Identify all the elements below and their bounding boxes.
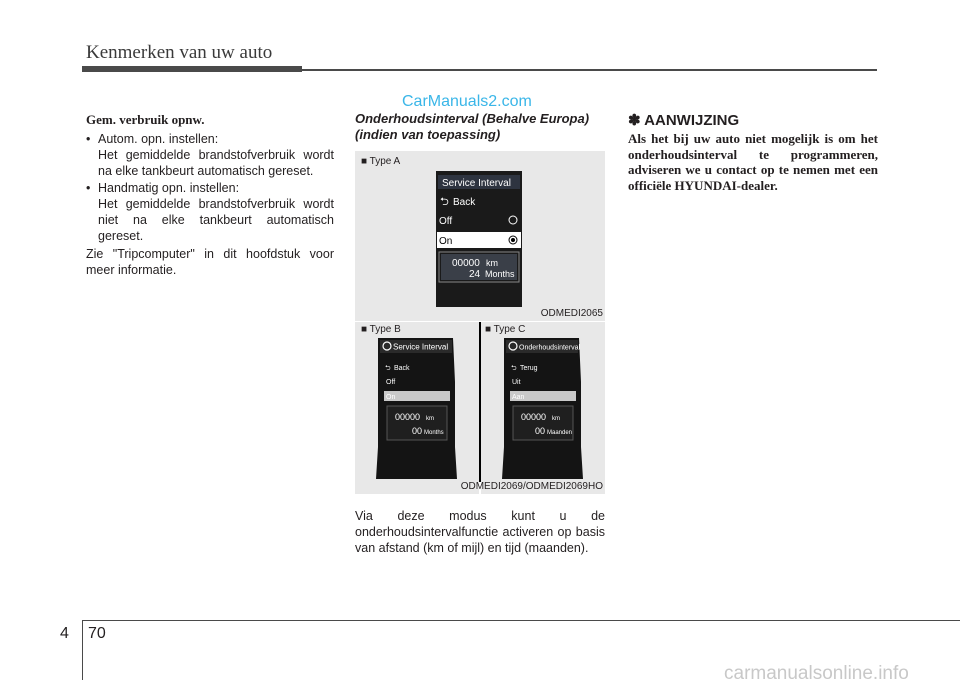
panel-type-a — [355, 151, 605, 321]
type-c-km-value: 00000 — [521, 412, 547, 422]
bullet-description: Het gemiddelde brandstofverbruik wordt niet na elke tankbeurt automatisch gereset. — [98, 197, 334, 243]
bullet-item-auto-reset — [86, 131, 334, 147]
type-b-on-label: On — [386, 394, 396, 401]
section-heading-avg-consumption: Gem. verbruik opnw. — [86, 112, 205, 127]
type-c-km-unit: km — [552, 416, 560, 422]
type-b-km-unit: km — [426, 416, 434, 422]
type-a-months-unit: Months — [485, 269, 515, 279]
bullet-description: Het gemiddelde brandstofverbruik wordt na elke tankbeurt automatisch gereset. — [98, 148, 334, 178]
service-interval-figure — [355, 151, 605, 494]
type-b-km-value: 00000 — [395, 412, 421, 422]
type-b-off-label: Off — [386, 379, 396, 386]
type-a-off-label: Off — [439, 216, 453, 227]
header-rule-thick — [82, 66, 302, 72]
back-arrow-icon: ⮌ — [385, 365, 391, 372]
type-c-on-label: Aan — [512, 394, 525, 401]
type-c-back-label: Terug — [520, 365, 538, 372]
note-heading: ✽ AANWIJZING — [628, 112, 740, 129]
type-a-km-value: 00000 — [452, 258, 480, 269]
back-arrow-icon: ⮌ — [511, 365, 517, 372]
type-c-months-unit: Maanden — [547, 430, 573, 436]
column-1 — [86, 112, 334, 278]
page-number: 70 — [88, 625, 106, 642]
figure-code-bc: ODMEDI2069/ODMEDI2069HO — [460, 481, 603, 492]
service-interval-description: Via deze modus kunt u de onderhoudsintervalfunctie activeren op basis van afstand (km of mijl) en tijd (maanden). — [355, 509, 605, 555]
watermark-top[interactable]: CarManuals2.com — [402, 93, 532, 110]
back-arrow-icon: ⮌ — [440, 196, 449, 208]
type-a-back-label: Back — [453, 197, 476, 208]
type-c-display — [481, 322, 605, 494]
type-b-back-label: Back — [394, 365, 410, 372]
type-b-months-unit: Months — [424, 430, 444, 436]
type-b-label: ■ Type B — [361, 324, 401, 335]
bullet-label: Autom. opn. instellen: — [98, 132, 219, 146]
watermark-bottom[interactable]: carmanualsonline.info — [724, 663, 909, 684]
reference-paragraph: Zie "Tripcomputer" in dit hoofdstuk voor meer informatie. — [86, 247, 334, 277]
type-b-display-title: Service Interval — [393, 342, 449, 352]
type-c-months-value: 00 — [535, 426, 546, 436]
panel-type-c — [481, 322, 605, 494]
page-header-title: Kenmerken van uw auto — [86, 42, 273, 63]
type-a-display-title: Service Interval — [442, 178, 511, 189]
bullet-dot: • — [86, 181, 91, 195]
panel-type-b — [355, 322, 479, 494]
type-a-months-value: 24 — [469, 269, 481, 280]
type-b-display — [355, 322, 479, 494]
type-c-label: ■ Type C — [485, 324, 526, 335]
bullet-dot: • — [86, 132, 91, 146]
bullet-item-manual-reset — [86, 180, 334, 196]
header-rule-thin — [302, 69, 877, 71]
type-c-display-title: Onderhoudsinterval — [519, 344, 581, 352]
type-a-display — [355, 151, 605, 321]
footer-rule — [82, 620, 960, 621]
figure-code-a: ODMEDI2065 — [540, 308, 603, 319]
chapter-number: 4 — [60, 625, 69, 642]
type-b-months-value: 00 — [412, 426, 423, 436]
bullet-label: Handmatig opn. instellen: — [98, 181, 240, 195]
footer-vertical-rule — [82, 620, 83, 680]
section-heading-service-interval: Onderhoudsinterval (Behalve Europa) (indien van toepassing) — [355, 111, 590, 142]
type-a-on-label: On — [439, 236, 453, 247]
type-a-km-unit: km — [486, 258, 498, 268]
type-a-label: ■ Type A — [361, 156, 401, 167]
note-body: Als het bij uw auto niet mogelijk is om het onderhoudsinterval te programmeren, adviseren we u contact op te nemen met een officiële HYUNDAI-dealer. — [628, 131, 878, 193]
type-c-off-label: Uit — [512, 379, 521, 386]
